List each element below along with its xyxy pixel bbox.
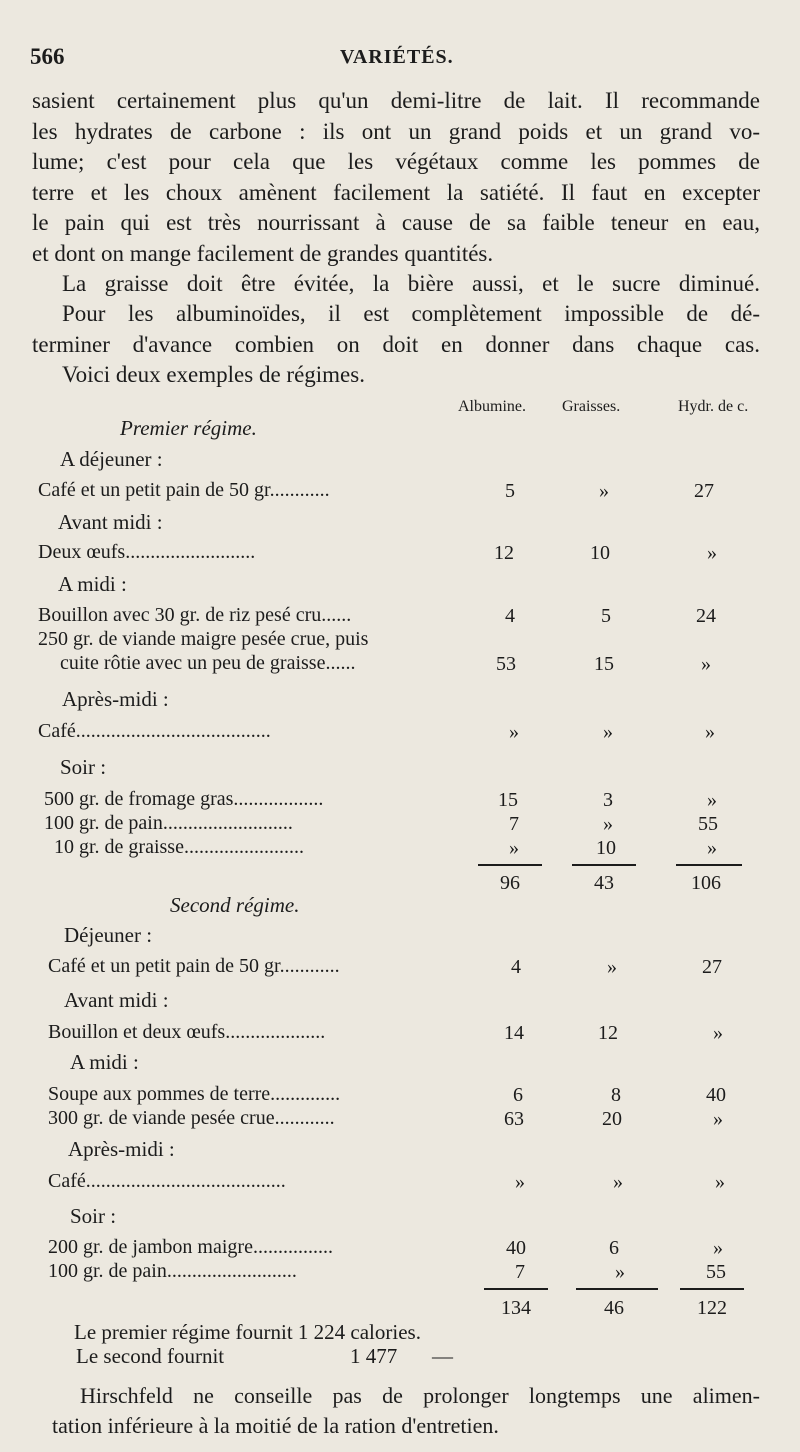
closing-paragraph — [80, 1381, 760, 1411]
text-line: terre et les choux amènent facilement la satiété. Il faut en excepter — [32, 179, 760, 205]
value-albumine: 4 — [511, 956, 521, 978]
value-graisses: 10 — [590, 542, 610, 564]
food-item: Bouillon avec 30 gr. de riz pesé cru...... — [38, 604, 352, 626]
total-rule — [478, 864, 542, 866]
value-hydrates: » — [713, 1108, 723, 1130]
value-albumine: 15 — [498, 789, 518, 811]
value-hydrates: 27 — [694, 480, 714, 502]
food-item: 500 gr. de fromage gras.................. — [44, 788, 324, 810]
value-graisses: 10 — [596, 837, 616, 859]
value-hydrates: » — [713, 1237, 723, 1259]
value-hydrates: » — [707, 837, 717, 859]
total-rule — [676, 864, 742, 866]
total-rule — [576, 1288, 658, 1290]
value-graisses: » — [603, 721, 613, 743]
total-rule — [572, 864, 636, 866]
value-albumine: » — [509, 837, 519, 859]
food-item: Deux œufs.......................... — [38, 541, 256, 563]
value-graisses: » — [607, 956, 617, 978]
value-hydrates: » — [715, 1171, 725, 1193]
value-graisses: 8 — [611, 1084, 621, 1106]
text-line: terminer d'avance combien on doit en donner dans chaque cas. — [32, 331, 760, 357]
paragraph-graisse — [62, 269, 760, 300]
food-item: 250 gr. de viande maigre pesée crue, puis — [38, 628, 369, 650]
text-line: les hydrates de carbone : ils ont un grand poids et un grand vo- — [32, 118, 760, 144]
meal-heading: A midi : — [70, 1050, 139, 1074]
value-albumine: » — [509, 721, 519, 743]
value-hydrates: » — [707, 789, 717, 811]
food-item: 100 gr. de pain.......................... — [44, 812, 293, 834]
value-hydrates: » — [707, 542, 717, 564]
value-hydrates: » — [705, 721, 715, 743]
value-graisses: 12 — [598, 1022, 618, 1044]
total-graisses: 46 — [604, 1297, 624, 1319]
total-rule — [484, 1288, 548, 1290]
value-graisses: » — [615, 1261, 625, 1283]
meal-heading: Après-midi : — [62, 687, 169, 711]
calories-second-dash: — — [432, 1344, 453, 1368]
food-item: Café....................................... — [38, 720, 271, 742]
value-graisses: 20 — [602, 1108, 622, 1130]
total-albumine: 134 — [501, 1297, 531, 1319]
food-item: 10 gr. de graisse........................ — [54, 836, 304, 858]
value-albumine: 63 — [504, 1108, 524, 1130]
food-item: 100 gr. de pain.......................... — [48, 1260, 297, 1282]
closing-paragraph-end — [52, 1411, 732, 1441]
column-heading-hydrates: Hydr. de c. — [678, 398, 749, 415]
paragraph-albuminoides — [32, 299, 760, 360]
calories-second-label: Le second fournit — [76, 1344, 225, 1368]
meal-heading: Avant midi : — [58, 510, 163, 534]
food-item: Café........................................ — [48, 1170, 286, 1192]
value-albumine: 12 — [494, 542, 514, 564]
regime-2-title: Second régime. — [170, 893, 300, 917]
value-albumine: 5 — [505, 480, 515, 502]
value-albumine: 4 — [505, 605, 515, 627]
food-item: Bouillon et deux œufs.................... — [48, 1021, 326, 1043]
meal-heading: Déjeuner : — [64, 923, 153, 947]
text-line: lume; c'est pour cela que les végétaux comme les pommes de — [32, 149, 760, 174]
value-hydrates: 55 — [698, 813, 718, 835]
section-title: VARIÉTÉS. — [340, 46, 454, 68]
food-item: Café et un petit pain de 50 gr............ — [48, 955, 340, 977]
food-item: cuite rôtie avec un peu de graisse...... — [60, 652, 356, 674]
value-albumine: 53 — [496, 653, 516, 675]
value-graisses: » — [603, 813, 613, 835]
food-item: Soupe aux pommes de terre.............. — [48, 1083, 341, 1105]
text-line: Voici deux exemples de régimes. — [62, 362, 365, 387]
value-hydrates: » — [713, 1022, 723, 1044]
value-albumine: 40 — [506, 1237, 526, 1259]
value-graisses: 15 — [594, 653, 614, 675]
column-heading-graisses: Graisses. — [562, 398, 621, 415]
total-rule — [680, 1288, 744, 1290]
meal-heading: A midi : — [58, 572, 127, 596]
intro-paragraph — [32, 86, 760, 269]
meal-heading: Avant midi : — [64, 988, 169, 1012]
meal-heading: Après-midi : — [68, 1137, 175, 1161]
regime-1-title: Premier régime. — [120, 416, 257, 440]
text-line: Pour les albuminoïdes, il est complètement impossible de dé- — [62, 301, 760, 326]
value-hydrates: » — [701, 653, 711, 675]
food-item: 200 gr. de jambon maigre................ — [48, 1236, 333, 1258]
total-albumine: 96 — [500, 872, 520, 894]
value-hydrates: 24 — [696, 605, 716, 627]
calories-second-value: 1 477 — [350, 1344, 398, 1368]
food-item: 300 gr. de viande pesée crue............ — [48, 1107, 335, 1129]
text-line: et dont on mange facilement de grandes quantités. — [32, 240, 494, 266]
text-line: sasient certainement plus qu'un demi-litre de lait. Il recommande — [32, 88, 760, 113]
meal-heading: A déjeuner : — [60, 447, 163, 471]
page-number: 566 — [30, 44, 65, 69]
value-albumine: 6 — [513, 1084, 523, 1106]
total-graisses: 43 — [594, 872, 614, 894]
paragraph-exemples — [62, 360, 790, 391]
value-graisses: » — [599, 480, 609, 502]
text-line: le pain qui est très nourrissant à cause de sa faible teneur en eau, — [32, 210, 760, 235]
food-item: Café et un petit pain de 50 gr............ — [38, 479, 330, 501]
calories-first: Le premier régime fournit 1 224 calories. — [74, 1320, 421, 1344]
meal-heading: Soir : — [70, 1204, 117, 1228]
text-line: tation inférieure à la moitié de la ration d'entretien. — [52, 1413, 499, 1438]
value-hydrates: 40 — [706, 1084, 726, 1106]
value-albumine: 7 — [515, 1261, 525, 1283]
value-hydrates: 55 — [706, 1261, 726, 1283]
text-line: La graisse doit être évitée, la bière aussi, et le sucre diminué. — [62, 271, 760, 296]
value-albumine: » — [515, 1171, 525, 1193]
value-albumine: 14 — [504, 1022, 524, 1044]
value-graisses: 5 — [601, 605, 611, 627]
total-hydrates: 106 — [691, 872, 721, 894]
total-hydrates: 122 — [697, 1297, 727, 1319]
value-hydrates: 27 — [702, 956, 722, 978]
value-graisses: » — [613, 1171, 623, 1193]
text-line: Hirschfeld ne conseille pas de prolonger longtemps une alimen- — [80, 1383, 760, 1408]
meal-heading: Soir : — [60, 755, 107, 779]
value-albumine: 7 — [509, 813, 519, 835]
value-graisses: 6 — [609, 1237, 619, 1259]
column-heading-albumine: Albumine. — [458, 398, 526, 415]
value-graisses: 3 — [603, 789, 613, 811]
